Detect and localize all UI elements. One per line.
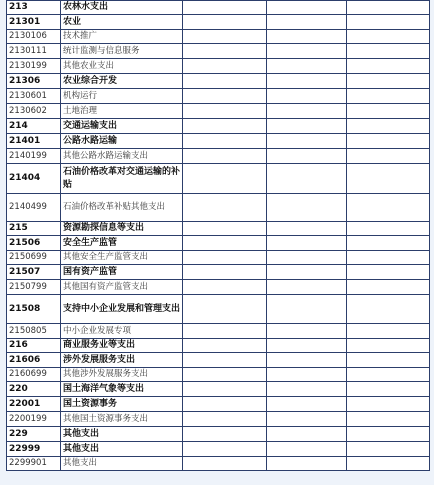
empty-value-cell	[183, 30, 267, 44]
budget-table-container	[6, 0, 429, 471]
subject-code-cell: 220	[7, 382, 61, 397]
subject-name-cell: 其他支出	[61, 442, 183, 457]
empty-value-cell	[267, 382, 347, 397]
empty-value-cell	[347, 30, 430, 44]
subject-name-cell: 农业综合开发	[61, 74, 183, 89]
subject-code-cell: 21606	[7, 353, 61, 368]
empty-value-cell	[183, 324, 267, 339]
subject-code-cell: 213	[7, 1, 61, 15]
subject-code-cell: 2130199	[7, 59, 61, 74]
subject-code-cell: 2150805	[7, 324, 61, 339]
table-row	[7, 236, 430, 251]
subject-code-cell: 2130602	[7, 104, 61, 119]
subject-name-cell: 涉外发展服务支出	[61, 353, 183, 368]
empty-value-cell	[347, 368, 430, 382]
empty-value-cell	[347, 194, 430, 222]
empty-value-cell	[267, 265, 347, 280]
subject-name-cell: 石油价格改革对交通运输的补贴	[61, 164, 183, 194]
empty-value-cell	[347, 353, 430, 368]
empty-value-cell	[347, 295, 430, 324]
subject-name-cell: 技术推广	[61, 30, 183, 44]
empty-value-cell	[267, 236, 347, 251]
subject-name-cell: 国有资产监管	[61, 265, 183, 280]
empty-value-cell	[267, 251, 347, 265]
table-row	[7, 442, 430, 457]
table-row	[7, 368, 430, 382]
table-row	[7, 339, 430, 353]
table-row	[7, 265, 430, 280]
empty-value-cell	[347, 15, 430, 30]
empty-value-cell	[347, 89, 430, 104]
subject-code-cell: 2140499	[7, 194, 61, 222]
subject-code-cell: 2150699	[7, 251, 61, 265]
empty-value-cell	[347, 74, 430, 89]
table-row	[7, 280, 430, 295]
empty-value-cell	[347, 149, 430, 164]
empty-value-cell	[267, 427, 347, 442]
empty-value-cell	[347, 222, 430, 236]
subject-name-cell: 资源勘探信息等支出	[61, 222, 183, 236]
subject-name-cell: 其他国土资源事务支出	[61, 412, 183, 427]
empty-value-cell	[267, 442, 347, 457]
subject-name-cell: 其他安全生产监管支出	[61, 251, 183, 265]
subject-name-cell: 其他支出	[61, 457, 183, 471]
table-row	[7, 104, 430, 119]
table-row	[7, 74, 430, 89]
empty-value-cell	[183, 251, 267, 265]
subject-code-cell: 21506	[7, 236, 61, 251]
subject-code-cell: 21401	[7, 134, 61, 149]
empty-value-cell	[183, 74, 267, 89]
empty-value-cell	[183, 149, 267, 164]
empty-value-cell	[183, 382, 267, 397]
empty-value-cell	[347, 280, 430, 295]
table-row	[7, 59, 430, 74]
empty-value-cell	[347, 382, 430, 397]
empty-value-cell	[183, 119, 267, 134]
subject-name-cell: 石油价格改革补贴其他支出	[61, 194, 183, 222]
subject-name-cell: 其他公路水路运输支出	[61, 149, 183, 164]
subject-name-cell: 国土海洋气象等支出	[61, 382, 183, 397]
subject-code-cell: 229	[7, 427, 61, 442]
empty-value-cell	[183, 295, 267, 324]
empty-value-cell	[267, 89, 347, 104]
subject-code-cell: 22001	[7, 397, 61, 412]
empty-value-cell	[267, 368, 347, 382]
empty-value-cell	[183, 222, 267, 236]
subject-name-cell: 商业服务业等支出	[61, 339, 183, 353]
empty-value-cell	[267, 457, 347, 471]
empty-value-cell	[267, 339, 347, 353]
subject-name-cell: 支持中小企业发展和管理支出	[61, 295, 183, 324]
empty-value-cell	[267, 295, 347, 324]
subject-code-cell: 2130111	[7, 44, 61, 59]
table-row	[7, 89, 430, 104]
table-row	[7, 15, 430, 30]
empty-value-cell	[183, 59, 267, 74]
table-row	[7, 382, 430, 397]
subject-name-cell: 其他涉外发展服务支出	[61, 368, 183, 382]
subject-name-cell: 国土资源事务	[61, 397, 183, 412]
subject-name-cell: 其他国有资产监管支出	[61, 280, 183, 295]
empty-value-cell	[183, 194, 267, 222]
empty-value-cell	[347, 442, 430, 457]
subject-code-cell: 22999	[7, 442, 61, 457]
subject-code-cell: 21507	[7, 265, 61, 280]
table-row	[7, 353, 430, 368]
subject-name-cell: 农业	[61, 15, 183, 30]
subject-name-cell: 统计监测与信息服务	[61, 44, 183, 59]
empty-value-cell	[347, 59, 430, 74]
empty-value-cell	[267, 149, 347, 164]
subject-name-cell: 中小企业发展专项	[61, 324, 183, 339]
subject-code-cell: 2130106	[7, 30, 61, 44]
subject-name-cell: 其他支出	[61, 427, 183, 442]
empty-value-cell	[267, 119, 347, 134]
empty-value-cell	[183, 236, 267, 251]
budget-subject-table	[6, 0, 430, 471]
empty-value-cell	[347, 251, 430, 265]
empty-value-cell	[267, 222, 347, 236]
table-row	[7, 149, 430, 164]
empty-value-cell	[183, 339, 267, 353]
subject-code-cell: 2150799	[7, 280, 61, 295]
empty-value-cell	[347, 457, 430, 471]
subject-name-cell: 安全生产监管	[61, 236, 183, 251]
empty-value-cell	[267, 280, 347, 295]
subject-name-cell: 农林水支出	[61, 1, 183, 15]
empty-value-cell	[347, 339, 430, 353]
table-row	[7, 251, 430, 265]
table-row	[7, 194, 430, 222]
empty-value-cell	[347, 427, 430, 442]
empty-value-cell	[347, 397, 430, 412]
empty-value-cell	[183, 457, 267, 471]
empty-value-cell	[347, 324, 430, 339]
empty-value-cell	[183, 104, 267, 119]
empty-value-cell	[267, 324, 347, 339]
subject-name-cell: 其他农业支出	[61, 59, 183, 74]
empty-value-cell	[183, 44, 267, 59]
empty-value-cell	[347, 1, 430, 15]
subject-name-cell: 公路水路运输	[61, 134, 183, 149]
subject-code-cell: 2140199	[7, 149, 61, 164]
subject-code-cell: 2299901	[7, 457, 61, 471]
subject-code-cell: 214	[7, 119, 61, 134]
table-row	[7, 427, 430, 442]
empty-value-cell	[347, 164, 430, 194]
subject-name-cell: 机构运行	[61, 89, 183, 104]
empty-value-cell	[347, 236, 430, 251]
empty-value-cell	[183, 1, 267, 15]
subject-code-cell: 2160699	[7, 368, 61, 382]
empty-value-cell	[267, 104, 347, 119]
table-row	[7, 324, 430, 339]
empty-value-cell	[267, 353, 347, 368]
empty-value-cell	[183, 89, 267, 104]
subject-code-cell: 216	[7, 339, 61, 353]
empty-value-cell	[267, 74, 347, 89]
empty-value-cell	[183, 15, 267, 30]
table-body	[7, 1, 430, 471]
empty-value-cell	[183, 280, 267, 295]
table-row	[7, 164, 430, 194]
table-row	[7, 1, 430, 15]
table-row	[7, 30, 430, 44]
empty-value-cell	[183, 134, 267, 149]
empty-value-cell	[183, 353, 267, 368]
empty-value-cell	[183, 427, 267, 442]
empty-value-cell	[267, 194, 347, 222]
empty-value-cell	[267, 397, 347, 412]
empty-value-cell	[347, 412, 430, 427]
empty-value-cell	[267, 134, 347, 149]
empty-value-cell	[347, 119, 430, 134]
table-row	[7, 222, 430, 236]
table-row	[7, 457, 430, 471]
table-row	[7, 397, 430, 412]
subject-code-cell: 21404	[7, 164, 61, 194]
table-row	[7, 295, 430, 324]
empty-value-cell	[183, 265, 267, 280]
subject-code-cell: 21508	[7, 295, 61, 324]
subject-code-cell: 2200199	[7, 412, 61, 427]
empty-value-cell	[267, 412, 347, 427]
subject-code-cell: 215	[7, 222, 61, 236]
empty-value-cell	[347, 134, 430, 149]
subject-name-cell: 土地治理	[61, 104, 183, 119]
empty-value-cell	[267, 30, 347, 44]
empty-value-cell	[347, 44, 430, 59]
empty-value-cell	[267, 44, 347, 59]
empty-value-cell	[267, 59, 347, 74]
subject-code-cell: 21306	[7, 74, 61, 89]
table-row	[7, 134, 430, 149]
empty-value-cell	[183, 368, 267, 382]
empty-value-cell	[183, 442, 267, 457]
table-row	[7, 412, 430, 427]
empty-value-cell	[347, 104, 430, 119]
empty-value-cell	[267, 1, 347, 15]
subject-name-cell: 交通运输支出	[61, 119, 183, 134]
empty-value-cell	[267, 164, 347, 194]
empty-value-cell	[267, 15, 347, 30]
empty-value-cell	[347, 265, 430, 280]
empty-value-cell	[183, 397, 267, 412]
empty-value-cell	[183, 164, 267, 194]
table-row	[7, 119, 430, 134]
table-row	[7, 44, 430, 59]
empty-value-cell	[183, 412, 267, 427]
subject-code-cell: 21301	[7, 15, 61, 30]
subject-code-cell: 2130601	[7, 89, 61, 104]
